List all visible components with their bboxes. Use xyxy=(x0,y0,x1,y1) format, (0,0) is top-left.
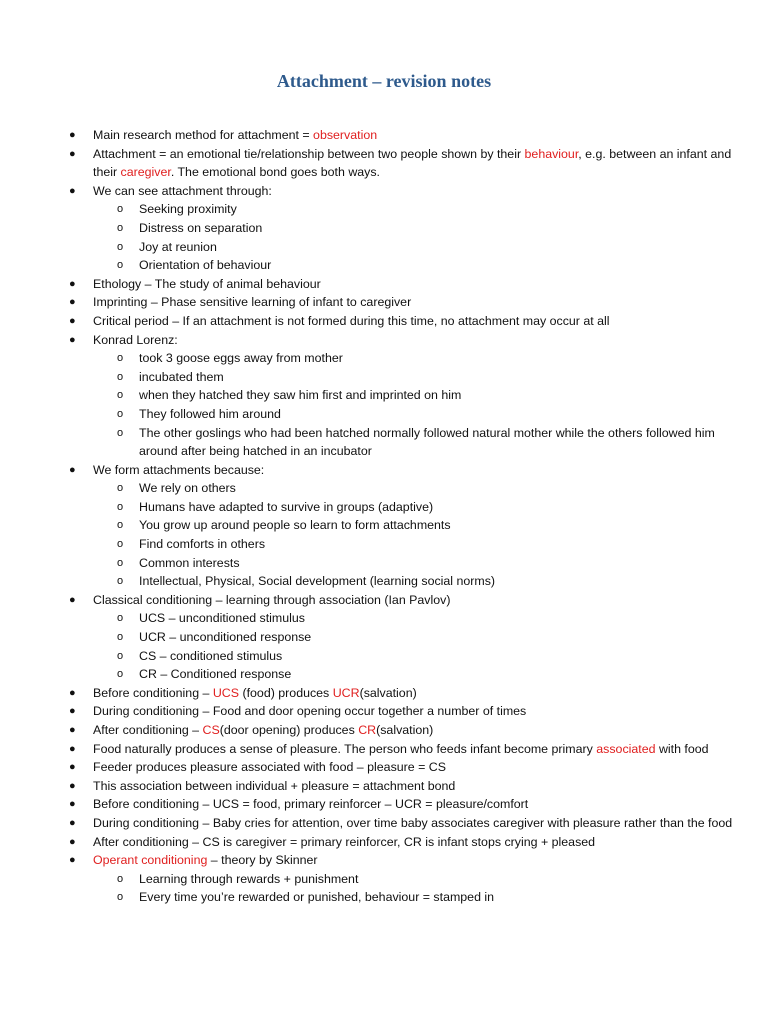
list-item xyxy=(69,814,733,833)
bullet-icon: ● xyxy=(69,854,76,867)
circle-bullet-icon: o xyxy=(117,221,124,234)
sub-list-item xyxy=(117,479,733,498)
list-item xyxy=(69,331,733,461)
sub-list-item xyxy=(117,386,733,405)
sub-list-item xyxy=(117,609,733,628)
notes-list xyxy=(69,126,733,907)
list-item xyxy=(69,851,733,907)
highlighted-term: caregiver xyxy=(120,165,171,180)
item-text: (salvation) xyxy=(359,685,417,700)
sub-list-item xyxy=(117,665,733,684)
bullet-icon: ● xyxy=(69,184,76,197)
item-text: (door opening) produces xyxy=(219,723,359,737)
sub-list-item xyxy=(117,572,733,591)
sub-item-text: They followed him around xyxy=(139,406,281,421)
list-item xyxy=(69,312,733,331)
circle-bullet-icon: o xyxy=(117,612,124,625)
sub-item-text: Intellectual, Physical, Social development (learning social norms) xyxy=(139,574,496,589)
circle-bullet-icon: o xyxy=(117,500,124,513)
item-text: Feeder produces pleasure associated with food – pleasure = CS xyxy=(93,760,447,775)
bullet-icon: ● xyxy=(69,705,76,718)
sub-list-item xyxy=(117,647,733,666)
sub-item-text: Humans have adapted to survive in groups (adaptive) xyxy=(139,499,434,514)
list-item xyxy=(69,795,733,814)
sub-list-item xyxy=(117,554,733,573)
list-item xyxy=(69,275,733,294)
circle-bullet-icon: o xyxy=(117,556,124,569)
item-text: (food) produces xyxy=(239,685,333,700)
bullet-icon: ● xyxy=(69,724,76,736)
circle-bullet-icon: o xyxy=(117,240,124,253)
highlighted-term: Operant conditioning xyxy=(93,853,208,868)
highlighted-term: observation xyxy=(313,128,378,142)
sub-list xyxy=(93,200,733,274)
item-text: After conditioning – xyxy=(93,723,203,737)
item-text: Before conditioning – UCS = food, primary reinforcer – UCR = pleasure/comfort xyxy=(93,797,529,812)
item-text: After conditioning – CS is caregiver = primary reinforcer, CR is infant stops crying + pleased xyxy=(93,834,596,849)
sub-item-text: You grow up around people so learn to form attachments xyxy=(139,518,451,533)
item-text: with food xyxy=(655,741,709,756)
bullet-icon: ● xyxy=(69,296,76,309)
item-text: Critical period – If an attachment is not formed during this time, no attachment may occur at all xyxy=(93,313,610,328)
sub-item-text: We rely on others xyxy=(139,481,236,496)
item-text: Food naturally produces a sense of pleasure. The person who feeds infant become primary xyxy=(93,741,597,756)
sub-list-item xyxy=(117,870,733,889)
circle-bullet-icon: o xyxy=(117,370,124,383)
sub-item-text: UCR – unconditioned response xyxy=(139,630,312,645)
circle-bullet-icon: o xyxy=(117,407,124,420)
sub-list xyxy=(93,349,733,461)
sub-item-text: Common interests xyxy=(139,555,240,570)
highlighted-term: CR xyxy=(358,723,377,737)
sub-list xyxy=(93,870,733,907)
item-text: Attachment = an emotional tie/relationship between two people shown by their xyxy=(93,146,525,161)
item-text: Konrad Lorenz: xyxy=(93,332,178,347)
list-item xyxy=(69,758,733,777)
sub-list xyxy=(93,479,733,591)
sub-list-item xyxy=(117,628,733,647)
sub-list-item xyxy=(117,516,733,535)
bullet-icon: ● xyxy=(69,761,76,774)
bullet-icon: ● xyxy=(69,593,76,606)
list-item xyxy=(69,777,733,796)
bullet-icon: ● xyxy=(69,798,76,811)
bullet-icon: ● xyxy=(69,333,76,346)
bullet-icon: ● xyxy=(69,277,76,290)
circle-bullet-icon: o xyxy=(117,575,124,588)
sub-item-text: UCS – unconditioned stimulus xyxy=(139,611,305,626)
circle-bullet-icon: o xyxy=(117,891,124,904)
sub-list-item xyxy=(117,405,733,424)
list-item xyxy=(69,702,733,721)
sub-list-item xyxy=(117,888,733,907)
circle-bullet-icon: o xyxy=(117,203,124,216)
circle-bullet-icon: o xyxy=(117,538,124,551)
bullet-icon: ● xyxy=(69,129,76,141)
sub-item-text: Find comforts in others xyxy=(139,537,266,552)
item-text: , e.g. between an infant and their xyxy=(93,146,732,180)
item-text: We form attachments because: xyxy=(93,462,265,477)
sub-list-item xyxy=(117,368,733,387)
circle-bullet-icon: o xyxy=(117,872,124,885)
circle-bullet-icon: o xyxy=(117,631,124,644)
circle-bullet-icon: o xyxy=(117,668,124,681)
item-text: (salvation) xyxy=(376,723,434,737)
list-item xyxy=(69,182,733,275)
highlighted-term: CS xyxy=(202,723,220,737)
item-text: Classical conditioning – learning through association (Ian Pavlov) xyxy=(93,592,451,607)
sub-list-item xyxy=(117,349,733,368)
item-text: Before conditioning – xyxy=(93,685,213,700)
sub-item-text: Joy at reunion xyxy=(139,239,217,254)
page-title: Attachment – revision notes xyxy=(276,71,492,91)
sub-list xyxy=(93,609,733,683)
bullet-icon: ● xyxy=(69,314,76,327)
circle-bullet-icon: o xyxy=(117,519,124,532)
sub-list-item xyxy=(117,256,733,275)
sub-item-text: incubated them xyxy=(139,369,224,384)
item-text: – theory by Skinner xyxy=(207,853,318,868)
highlighted-term: UCR xyxy=(332,685,360,700)
bullet-icon: ● xyxy=(69,463,76,476)
sub-item-text: Orientation of behaviour xyxy=(139,258,272,273)
circle-bullet-icon: o xyxy=(117,482,124,495)
circle-bullet-icon: o xyxy=(117,649,124,662)
bullet-icon: ● xyxy=(69,147,76,160)
highlighted-term: associated xyxy=(596,741,656,756)
item-text: Main research method for attachment = xyxy=(93,128,314,142)
circle-bullet-icon: o xyxy=(117,389,124,402)
sub-item-text: when they hatched they saw him first and imprinted on him xyxy=(139,388,462,403)
sub-item-text: Learning through rewards + punishment xyxy=(139,871,359,886)
item-text: Imprinting – Phase sensitive learning of infant to caregiver xyxy=(93,295,412,310)
sub-item-text: CR – Conditioned response xyxy=(139,667,292,682)
circle-bullet-icon: o xyxy=(117,426,124,439)
circle-bullet-icon: o xyxy=(117,352,124,365)
item-text: This association between individual + pleasure = attachment bond xyxy=(93,778,456,793)
list-item xyxy=(69,740,733,759)
item-text: Ethology – The study of animal behaviour xyxy=(93,276,321,291)
bullet-icon: ● xyxy=(69,686,76,699)
list-item xyxy=(69,684,733,703)
bullet-icon: ● xyxy=(69,816,76,829)
item-text: We can see attachment through: xyxy=(93,183,272,198)
circle-bullet-icon: o xyxy=(117,259,124,272)
sub-list-item xyxy=(117,498,733,517)
bullet-icon: ● xyxy=(69,779,76,792)
list-item xyxy=(69,293,733,312)
list-item xyxy=(69,126,733,145)
sub-item-text: The other goslings who had been hatched normally followed natural mother while the others followed him around after being hatched in an incubator xyxy=(139,425,715,459)
sub-item-text: CS – conditioned stimulus xyxy=(139,648,283,663)
sub-item-text: took 3 goose eggs away from mother xyxy=(139,351,343,366)
sub-list-item xyxy=(117,535,733,554)
bullet-icon: ● xyxy=(69,835,76,848)
sub-list-item xyxy=(117,219,733,238)
item-text: . The emotional bond goes both ways. xyxy=(170,165,380,180)
sub-list-item xyxy=(117,424,733,461)
sub-list-item xyxy=(117,238,733,257)
list-item xyxy=(69,721,733,740)
bullet-icon: ● xyxy=(69,742,76,755)
item-text: During conditioning – Food and door opening occur together a number of times xyxy=(93,704,527,719)
item-text: During conditioning – Baby cries for attention, over time baby associates caregiver with pleasure rather than the food xyxy=(93,815,733,830)
sub-list-item xyxy=(117,200,733,219)
list-item xyxy=(69,591,733,684)
list-item xyxy=(69,833,733,852)
sub-item-text: Seeking proximity xyxy=(139,202,237,217)
sub-item-text: Every time you’re rewarded or punished, behaviour = stamped in xyxy=(139,890,495,905)
list-item xyxy=(69,145,733,182)
highlighted-term: behaviour xyxy=(524,146,579,161)
list-item xyxy=(69,461,733,591)
highlighted-term: UCS xyxy=(212,685,240,700)
sub-item-text: Distress on separation xyxy=(139,220,263,235)
